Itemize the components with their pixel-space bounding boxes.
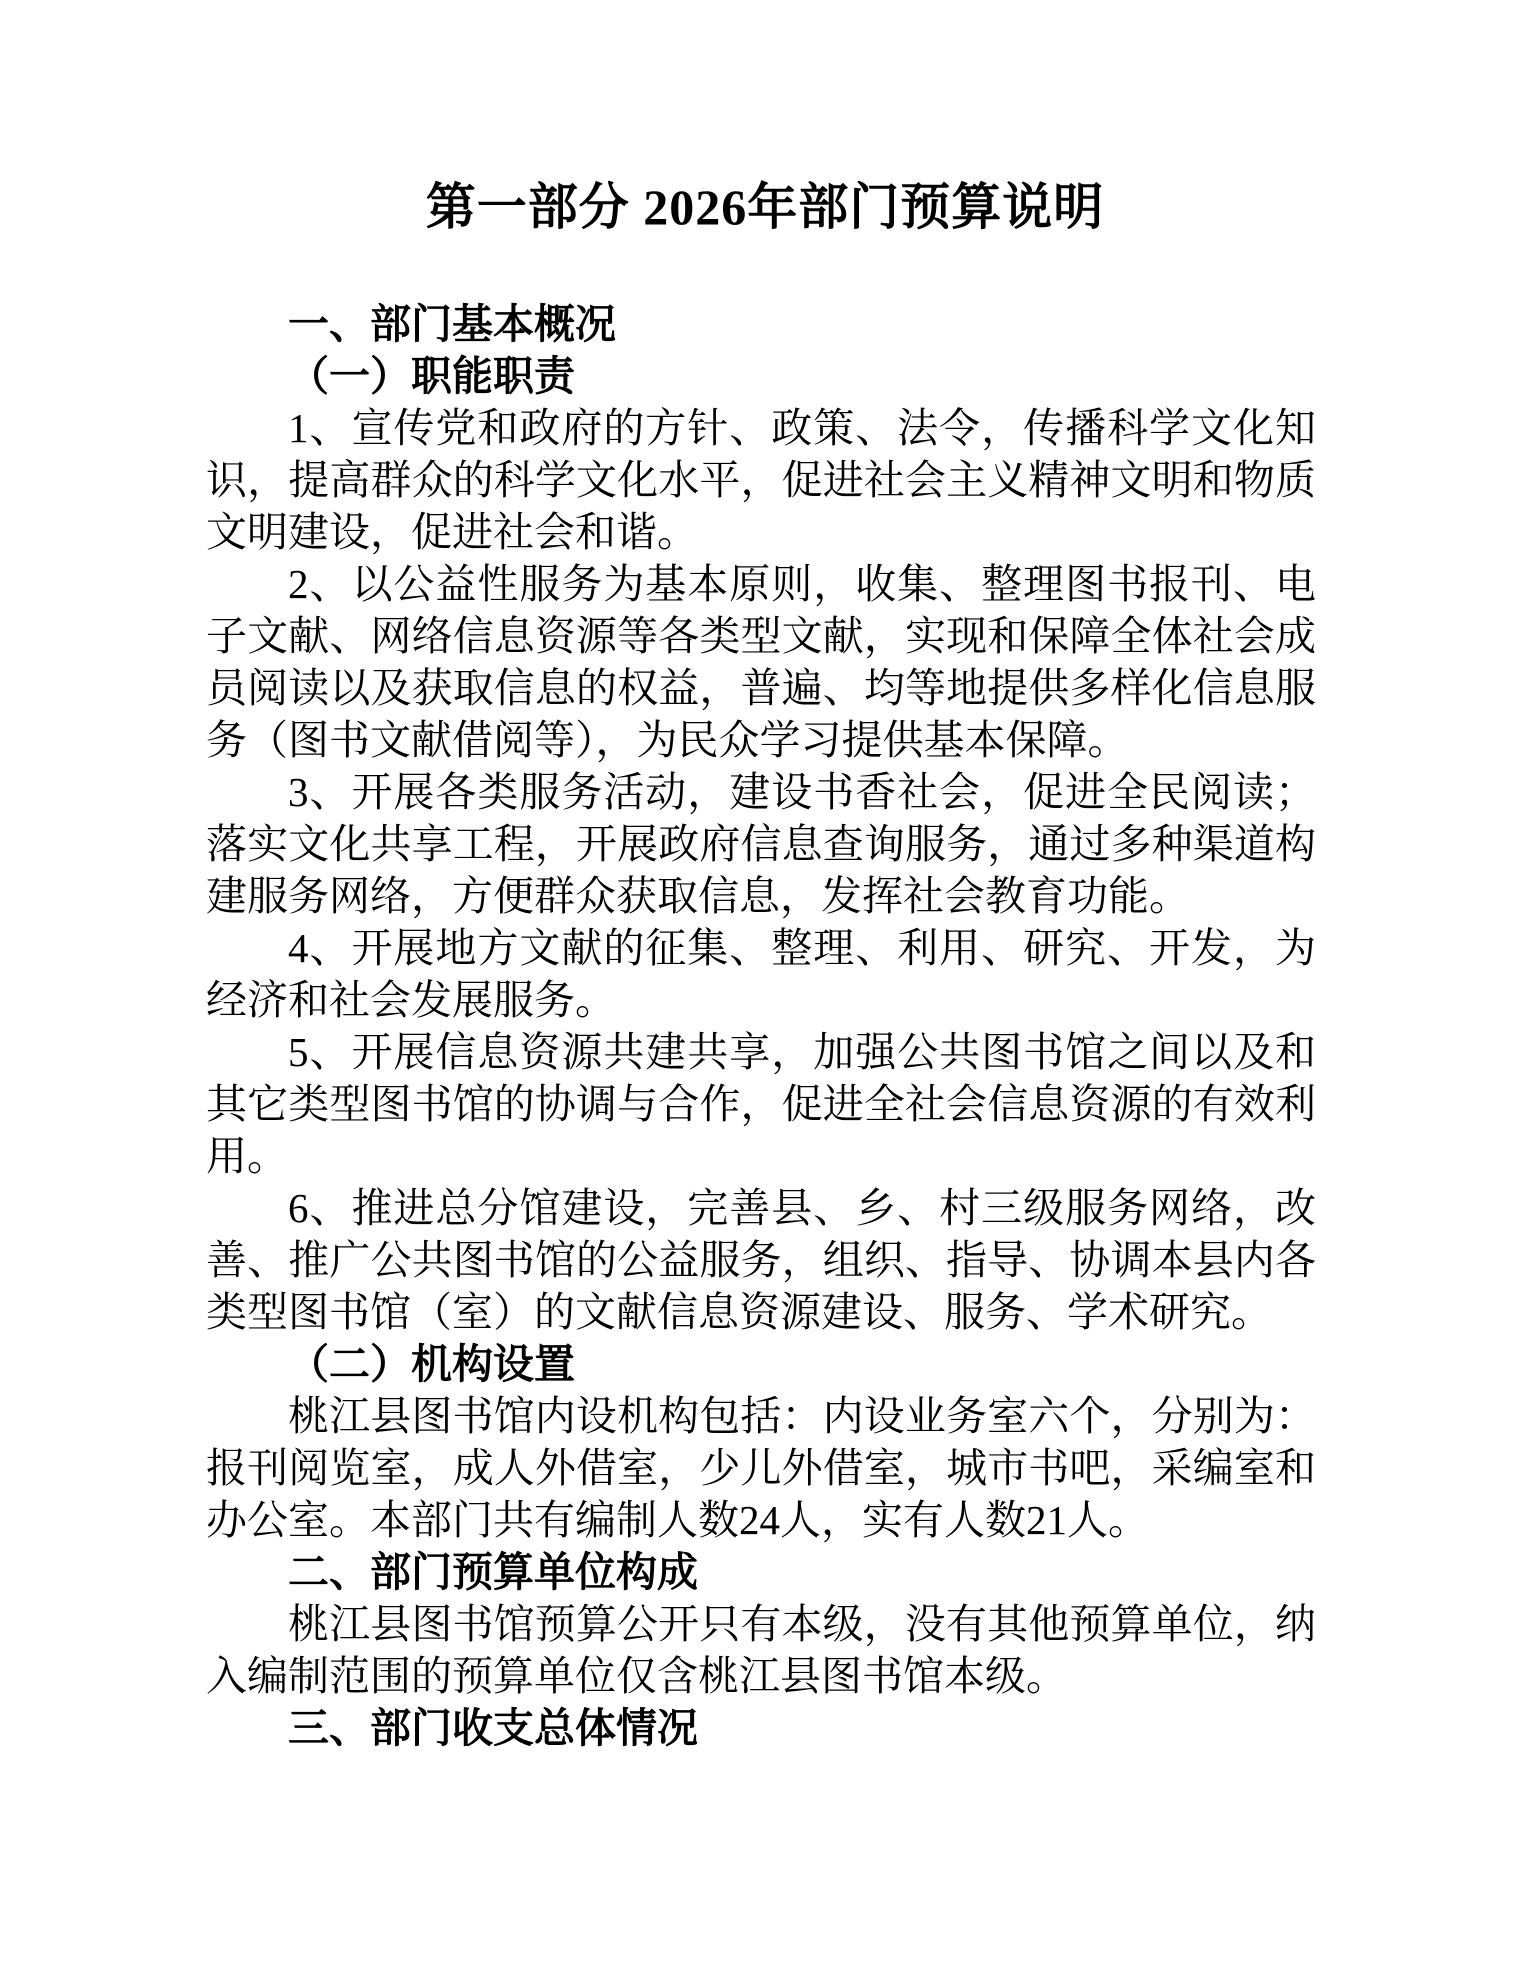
subsection-heading-duties: （一）职能职责 bbox=[288, 353, 575, 399]
document-title: 第一部分 2026年部门预算说明 bbox=[425, 179, 1105, 235]
body-paragraph-duty-5: 5、开展信息资源共建共享，加强公共图书馆之间以及和其它类型图书馆的协调与合作，促进全社会信息资源的有效利用。 bbox=[206, 1029, 1316, 1179]
body-paragraph-duty-6: 6、推进总分馆建设，完善县、乡、村三级服务网络，改善、推广公共图书馆的公益服务，组织、指导、协调本县内各类型图书馆（室）的文献信息资源建设、服务、学术研究。 bbox=[206, 1185, 1316, 1335]
body-paragraph-duty-1: 1、宣传党和政府的方针、政策、法令，传播科学文化知识，提高群众的科学文化水平，促进社会主义精神文明和物质文明建设，促进社会和谐。 bbox=[206, 405, 1316, 555]
document-body bbox=[206, 298, 1316, 1754]
body-paragraph-budget-units: 桃江县图书馆预算公开只有本级，没有其他预算单位，纳入编制范围的预算单位仅含桃江县图书馆本级。 bbox=[206, 1601, 1316, 1699]
body-paragraph-organization: 桃江县图书馆内设机构包括：内设业务室六个，分别为：报刊阅览室，成人外借室，少儿外借室，城市书吧，采编室和办公室。本部门共有编制人数24人，实有人数21人。 bbox=[206, 1393, 1316, 1543]
section-heading-budget-units: 二、部门预算单位构成 bbox=[288, 1549, 698, 1595]
section-heading-basic-overview: 一、部门基本概况 bbox=[288, 301, 616, 347]
body-paragraph-duty-2: 2、以公益性服务为基本原则，收集、整理图书报刊、电子文献、网络信息资源等各类型文献，实现和保障全体社会成员阅读以及获取信息的权益，普遍、均等地提供多样化信息服务（图书文献借阅等），为民众学习提供基本保障。 bbox=[206, 561, 1316, 763]
body-paragraph-duty-3: 3、开展各类服务活动，建设书香社会，促进全民阅读；落实文化共享工程，开展政府信息查询服务，通过多种渠道构建服务网络，方便群众获取信息，发挥社会教育功能。 bbox=[206, 769, 1316, 919]
body-paragraph-duty-4: 4、开展地方文献的征集、整理、利用、研究、开发，为经济和社会发展服务。 bbox=[206, 925, 1316, 1023]
subsection-heading-organization: （二）机构设置 bbox=[288, 1341, 575, 1387]
section-heading-revenue-expenditure: 三、部门收支总体情况 bbox=[288, 1705, 698, 1751]
